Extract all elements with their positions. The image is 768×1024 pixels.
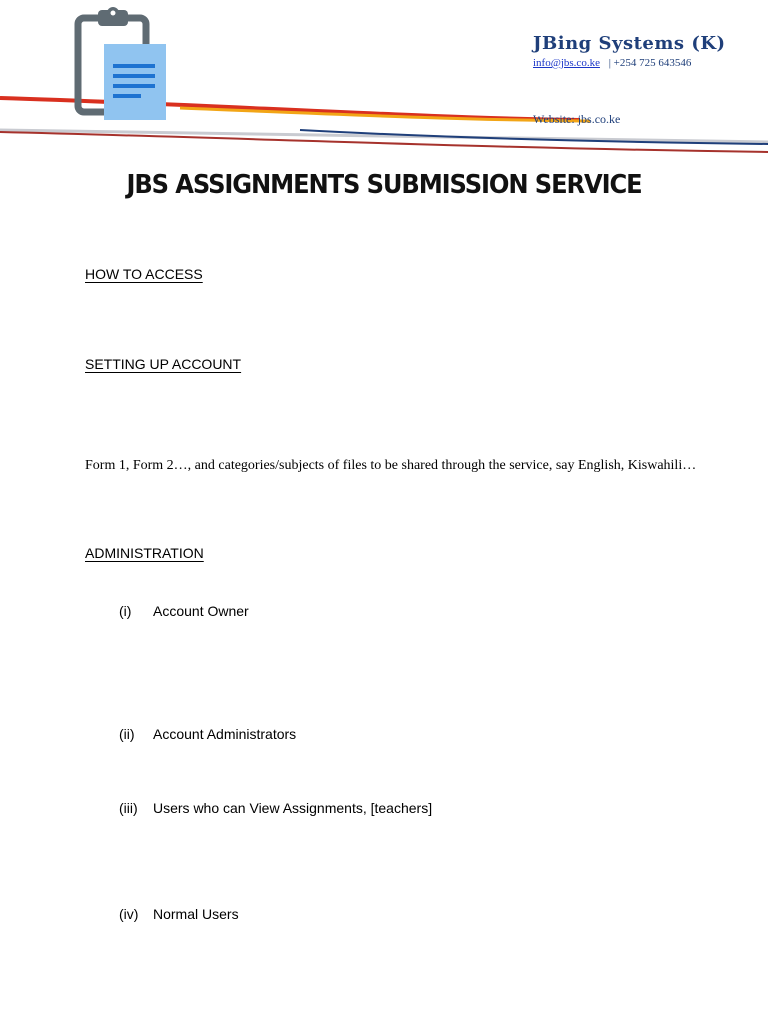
list-number: (ii) [119, 726, 135, 742]
list-number: (i) [119, 603, 132, 619]
email-link[interactable]: info@jbs.co.ke [533, 57, 600, 69]
list-label: Account Administrators [153, 726, 297, 742]
admin-list-item [119, 906, 239, 922]
list-label: Users who can View Assignments, [teachers] [153, 800, 433, 816]
phone-number: | +254 725 643546 [608, 57, 692, 69]
contact-line [533, 57, 691, 69]
admin-list-item [119, 800, 432, 816]
admin-list-item [119, 726, 296, 742]
list-label: Account Owner [153, 603, 249, 619]
admin-list-item [119, 603, 249, 619]
heading-setting-up-account: SETTING UP ACCOUNT [85, 356, 242, 372]
list-number: (iv) [119, 906, 139, 922]
document-title: JBS ASSIGNMENTS SUBMISSION SERVICE [126, 170, 642, 200]
website-text: Website: jbs.co.ke [533, 112, 621, 126]
list-label: Normal Users [153, 906, 239, 922]
heading-how-to-access: HOW TO ACCESS [85, 266, 203, 282]
clipboard-document-icon [70, 4, 180, 126]
heading-administration: ADMINISTRATION [85, 545, 204, 561]
list-number: (iii) [119, 800, 138, 816]
setting-up-paragraph: Form 1, Form 2…, and categories/subjects of files to be shared through the service, say English, Kiswahili… [85, 458, 697, 473]
company-name: JBing Systems (K) [533, 33, 726, 54]
